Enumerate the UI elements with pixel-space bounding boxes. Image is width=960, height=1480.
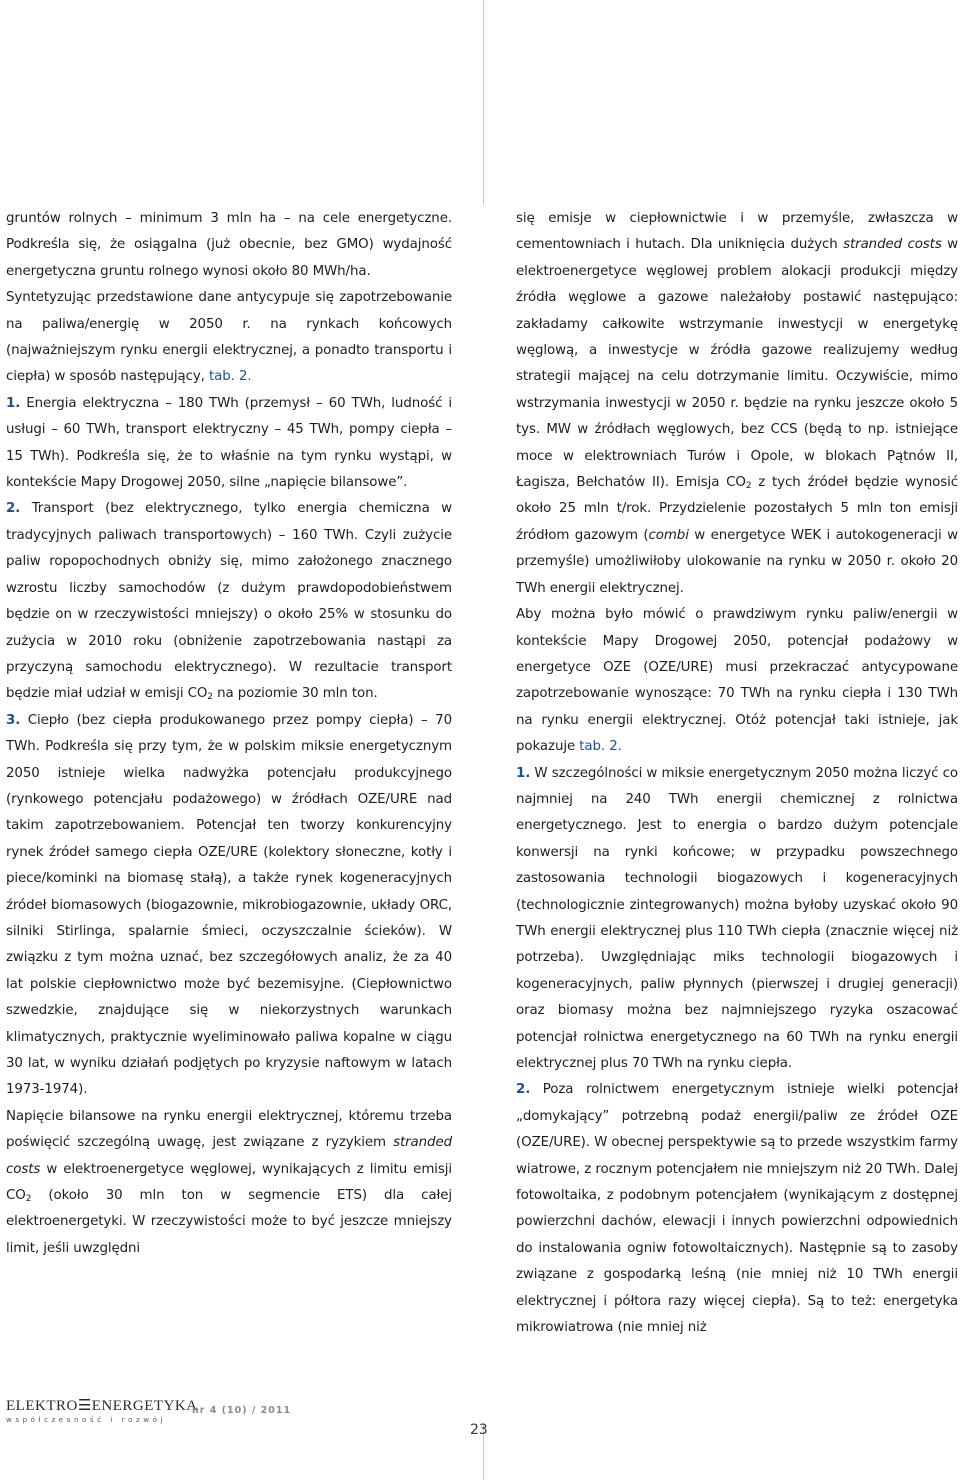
list-number: 2. (6, 501, 21, 517)
paragraph: gruntów rolnych – minimum 3 mln ha – na cele energetyczne. Podkreśla się, że osiągalna (już obecnie, bez GMO) wydajność energetyczna gruntu rolnego wynosi około 80 MWh/ha. (6, 211, 452, 279)
list-item: 1. W szczególności w miksie energetycznym 2050 można liczyć co najmniej na 240 TWh energii chemicznej z rolnictwa energetycznego. Jest to energia o bardzo dużym potencjale konwersji na rynki końcowe; w przypadku powszechnego zastosowania technologii biogazowych i kogeneracyjnych (technologicznie zintegrowanych) można byłoby uzyskać około 90 TWh energii elektrycznej plus 110 TWh ciepła (znacznie więcej niż potrzeba). Uwzględniając miks technologii biogazowych i kogeneracyjnych, paliw płynnych (pierwszej i drugiej generacji) oraz biomasy można bez najmniejszego ryzyka oszacować potencjał rolnictwa energetycznego na 60 TWh na rynku energii elektrycznej plus 70 TWh na rynku ciepła. (516, 765, 958, 1071)
list-number: 2. (516, 1082, 531, 1098)
right-column (516, 206, 958, 1341)
journal-logo (6, 1398, 198, 1425)
logo-title: ELEKTRO☰ENERGETYKA (6, 1398, 198, 1414)
list-item: 3. Ciepło (bez ciepła produkowanego przez pompy ciepła) – 70 TWh. Podkreśla się przy tym, że w polskim miksie energetycznym 2050 istnieje wielka nadwyżka potencjału produkcyjnego (rynkowego potencjału podażowego) w źródłach OZE/URE nad takim zapotrzebowaniem. Potencjał ten tworzy konkurencyjny rynek źródeł samego ciepła OZE/URE (kolektory słoneczne, kotły i piece/kominki na biomasę stałą), a także rynek kogeneracyjnych źródeł biomasowych (biogazownie, mikrobiogazownie, układy ORC, silniki Stirlinga, spalarnie śmieci, oczyszczalnie ścieków). W związku z tym można uznać, bez szczegółowych analiz, że za 40 lat polskie ciepłownictwo może być bezemisyjne. (Ciepłownictwo szwedzkie, znajdujące się w niekorzystnych warunkach klimatycznych, praktycznie wyeliminowało paliwa kopalne w ciągu 30 lat, w wyniku działań podjętych po kryzysie naftowym w latach 1973-1974). (6, 712, 452, 1098)
logo-subtitle: współczesność i rozwój (6, 1416, 167, 1424)
issue-number: nr 4 (10) / 2011 (192, 1405, 292, 1416)
page-number: 23 (470, 1422, 488, 1438)
table-reference-link[interactable]: tab. 2. (579, 739, 622, 755)
paragraph: Aby można było mówić o prawdziwym rynku paliw/energii w kontekście Mapy Drogowej 2050, potencjał podażowy w energetyce OZE (OZE/URE) musi przekraczać antycypowane zapotrzebowanie wynoszące: 70 TWh na rynku ciepła i 130 TWh na rynku energii elektrycznej. Otóż potencjał taki istnieje, jak pokazuje tab. 2. (516, 607, 958, 755)
list-item: 1. Energia elektryczna – 180 TWh (przemysł – 60 TWh, ludność i usługi – 60 TWh, transport elektryczny – 45 TWh, pompy ciepła – 15 TWh). Podkreśla się, że to właśnie na tym rynku wystąpi, w kontekście Mapy Drogowej 2050, silne „napięcie bilansowe”. (6, 395, 452, 491)
list-number: 1. (6, 395, 21, 411)
list-item: 2. Transport (bez elektrycznego, tylko energia chemiczna w tradycyjnych paliwach transportowych) – 160 TWh. Czyli zużycie paliw ropopochodnych obniży się, mimo założonego znacznego wzrostu liczby samochodów (z dużym prawdopodobieństwem będzie on w rzeczywistości mniejszy) o około 25% w stosunku do zużycia w 2010 roku (obniżenie zapotrzebowania nastąpi za przyczyną samochodu elektrycznego). W rezultacie transport będzie miał udział w emisji $CO_2$ na poziomie 30 mln ton. (6, 501, 452, 703)
table-reference-link[interactable]: tab. 2. (209, 369, 252, 385)
left-column (6, 206, 452, 1262)
list-item: 2. Poza rolnictwem energetycznym istnieje wielki potencjał „domykający” potrzebną podaż energii/paliw ze źródeł OZE (OZE/URE). W obecnej perspektywie są to przede wszystkim farmy wiatrowe, z rocznym potencjałem nie mniejszym niż 20 TWh. Dalej fotowoltaika, z podobnym potencjałem (wynikającym z dostępnej powierzchni dachów, elewacji i innych powierzchni odpowiednich do instalowania ogniw fotowoltaicznych). Następnie są to zasoby związane z gospodarką leśną (nie mniej niż 10 TWh energii elektrycznej i półtora razy więcej ciepła). Są to też: energetyka mikrowiatrowa (nie mniej niż (516, 1082, 959, 1336)
list-number: 1. (516, 765, 531, 781)
list-number: 3. (6, 712, 21, 728)
paragraph: się emisje w ciepłownictwie i w przemyśle, zwłaszcza w cementowniach i hutach. Dla uniknięcia dużych stranded costs w elektroenergetyce węglowej problem alokacji produkcji między źródła węglowe a gazowe należałoby postawić następująco: zakładamy całkowite wstrzymanie inwestycji w energetykę węglową, a inwestycje w źródła gazowe realizujemy według strategii mającej na celu dotrzymanie limitu. Oczywiście, mimo wstrzymania inwestycji w 2050 r. będzie na rynku jeszcze około 5 tys. MW w źródłach węglowych, bez CCS (będą to np. istniejące moce w elektrowniach Turów i Opole, w blokach Pątnów II, Łagisza, Bełchatów II). Emisja $CO_2$ z tych źródeł będzie wynosić około 25 mln t/rok. Przydzielenie pozostałych 5 mln ton emisji źródłom gazowym (combi w energetyce WEK i autokogeneracji w przemyśle) umożliwiłoby ulokowanie na rynku w 2050 r. około 20 TWh energii elektrycznej. (516, 211, 959, 596)
paragraph: Syntetyzując przedstawione dane antycypuje się zapotrzebowanie na paliwa/energię w 2050 r. na rynkach końcowych (najważniejszym rynku energii elektrycznej, a ponadto transportu i ciepła) w sposób następujący, tab. 2. (6, 290, 452, 385)
column-divider-top (483, 0, 484, 205)
paragraph: Napięcie bilansowe na rynku energii elektrycznej, któremu trzeba poświęcić szczególną uwagę, jest związane z ryzykiem stranded costs w elektroenergetyce węglowej, wynikających z limitu emisji $CO_2$ (około 30 mln ton w segmencie ETS) dla całej elektroenergetyki. W rzeczywistości może to być jeszcze mniejszy limit, jeśli uwzględni (6, 1108, 452, 1256)
